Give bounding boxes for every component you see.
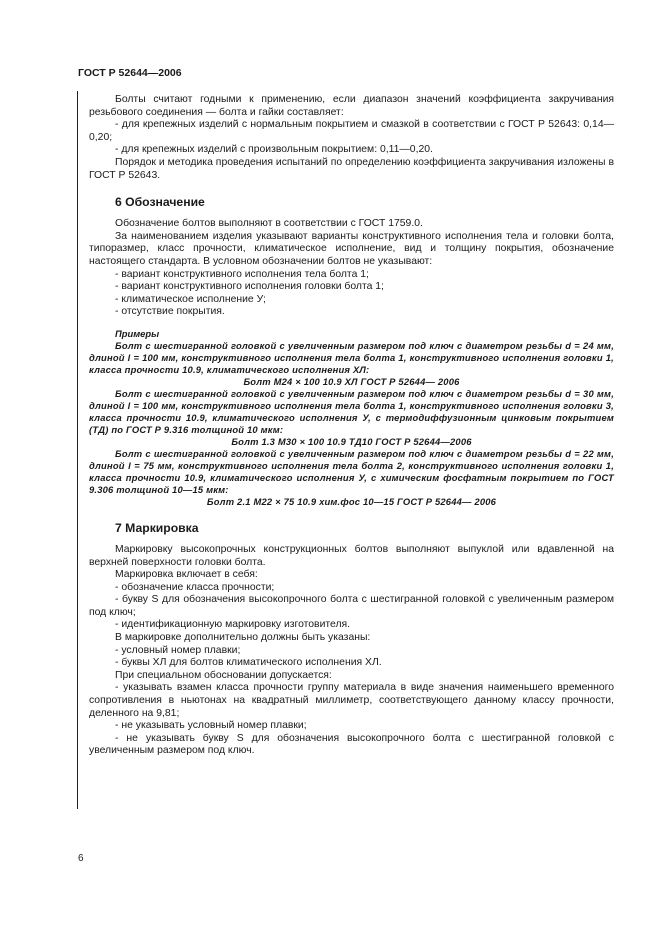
- example-designation: Болт М24 × 100 10.9 ХЛ ГОСТ Р 52644— 2006: [243, 375, 460, 387]
- list-item: - обозначение класса прочности;: [115, 581, 275, 593]
- example-designation: Болт 1.3 М30 × 100 10.9 ТД10 ГОСТ Р 52644—2006: [231, 435, 472, 447]
- list-item: - вариант конструктивного исполнения тела болта 1;: [115, 268, 369, 280]
- list-item: - вариант конструктивного исполнения головки болта 1;: [115, 281, 384, 293]
- list-item: - букву S для обозначения высокопрочного болта с шестигранной головкой с увеличенным размером под ключ;: [89, 594, 614, 618]
- intro-paragraph: Порядок и методика проведения испытаний по определению коэффициента закручивания изложены в ГОСТ Р 52643.: [89, 156, 614, 181]
- example-designation: Болт 2.1 М22 × 75 10.9 хим.фос 10—15 ГОСТ Р 52644— 2006: [206, 495, 497, 507]
- list-item: - условный номер плавки;: [115, 644, 241, 656]
- example-text: Болт с шестигранной головкой с увеличенным размером под ключ с диаметром резьбы d = 24 мм, длиной l = 100 мм, конструктивного исполнения тела болта 1, конструктивного исполнения головки 1, класса прочности 10.9, климатического исполнения ХЛ:: [89, 339, 614, 375]
- intro-paragraph: - для крепежных изделий с нормальным покрытием и смазкой в соответствии с ГОСТ Р 52643: 0,14—0,20;: [89, 119, 614, 143]
- list-item: - указывать взамен класса прочности группу материала в виде значения наименьшего временного сопротивления в ньютонах на квадратный миллиметр, соответствующего данному классу прочности, деленного на 9,81;: [89, 682, 614, 719]
- section-7-paragraph: Маркировку высокопрочных конструкционных болтов выполняют выпуклой или вдавленной на верхней поверхности головки болта.: [89, 543, 614, 568]
- example-block: [89, 340, 614, 508]
- list-item: - климатическое исполнение У;: [115, 293, 266, 305]
- list-item: - не указывать букву S для обозначения высокопрочного болта с шестигранной головкой с увеличенным размером под ключ.: [89, 732, 614, 757]
- page-number: 6: [78, 853, 84, 864]
- section-6-heading: 6 Обозначение: [115, 195, 205, 210]
- example-text: Болт с шестигранной головкой с увеличенным размером под ключ с диаметром резьбы d = 30 мм, длиной l = 100 мм, конструктивного исполнения тела болта 1, конструктивного исполнения головки 3, класса прочности 10.9, климатического исполнения У, с термодиффузионным цинковым покрытием (ТД) по ГОСТ Р 9.316 толщиной 10 мкм:: [89, 387, 614, 435]
- section-7-paragraph: При специальном обосновании допускается:: [115, 669, 332, 681]
- list-item: - не указывать условный номер плавки;: [115, 720, 307, 732]
- list-item: - буквы ХЛ для болтов климатического исполнения ХЛ.: [115, 657, 382, 669]
- example-text: Болт с шестигранной головкой с увеличенным размером под ключ с диаметром резьбы d = 22 мм, длиной l = 75 мм, конструктивного исполнения тела болта 2, конструктивного исполнения головки 1, класса прочности 10.9, климатического исполнения У, с химическим фосфатным покрытием по ГОСТ 9.306 толщиной 10—15 мкм:: [89, 447, 614, 495]
- list-item: - отсутствие покрытия.: [115, 306, 225, 318]
- document-header: ГОСТ Р 52644—2006: [78, 67, 182, 79]
- section-7-paragraph: В маркировке дополнительно должны быть указаны:: [115, 632, 371, 644]
- intro-paragraph: Болты считают годными к применению, если диапазон значений коэффициента закручивания резьбового соединения — болта и гайки составляет:: [89, 94, 614, 118]
- list-item: - идентификационную маркировку изготовителя.: [115, 619, 351, 631]
- section-7-heading: 7 Маркировка: [115, 520, 199, 535]
- change-bar: [77, 91, 78, 809]
- section-6-paragraph: За наименованием изделия указывают варианты конструктивного исполнения тела и головки болта, типоразмер, класс прочности, климатическое исполнение, вид и толщину покрытия, обозначение настоящего стандарта. В условном обозначении болтов не указывают:: [89, 230, 614, 267]
- examples-title: Примеры: [115, 327, 160, 339]
- section-6-paragraph: Обозначение болтов выполняют в соответствии с ГОСТ 1759.0.: [115, 218, 423, 230]
- section-7-paragraph: Маркировка включает в себя:: [115, 569, 258, 581]
- page-content: [89, 94, 614, 758]
- intro-paragraph: - для крепежных изделий с произвольным покрытием: 0,11—0,20.: [115, 144, 433, 156]
